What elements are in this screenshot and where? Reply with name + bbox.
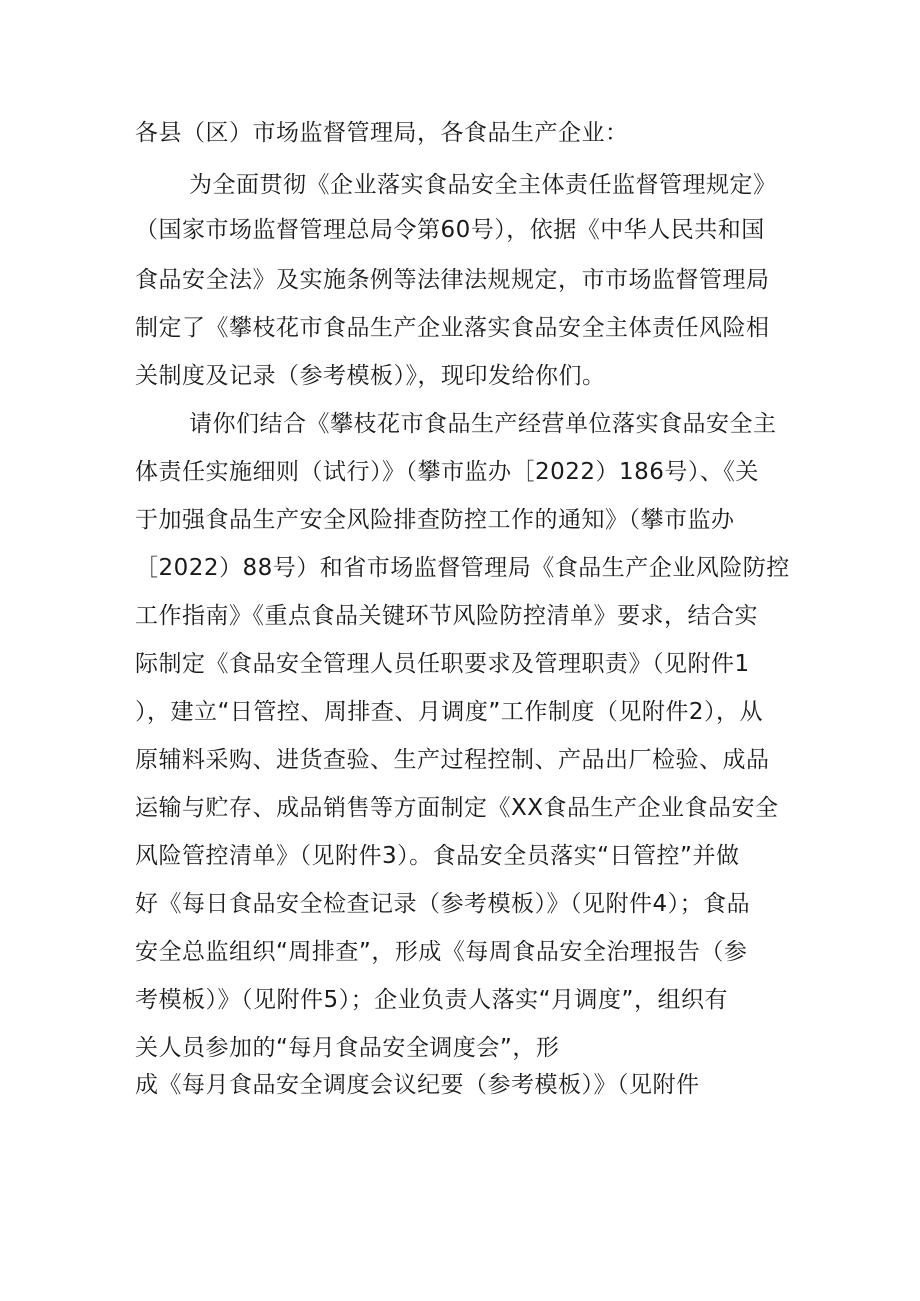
text-line-21: 成《每月食品安全调度会议纪要（参考模板）》（见附件 <box>135 1072 700 1098</box>
text-line-19: 考模板）》（见附件5）；企业负责人落实“月调度”，组织有 <box>135 987 728 1013</box>
text-line-11: 工作指南》《重点食品关键环节风险防控清单》要求，结合实 <box>135 603 758 629</box>
text-line-16: 风险管控清单》（见附件3）。食品安全员落实“日管控”并做 <box>135 843 740 869</box>
text-line-1: 各县（区）市场监督管理局，各食品生产企业： <box>135 120 629 146</box>
text-line-18: 安全总监组织“周排查”，形成《每周食品安全治理报告（参 <box>135 939 748 965</box>
text-line-12: 际制定《食品安全管理人员任职要求及管理职责》（见附件1 <box>135 651 750 677</box>
text-line-17: 好《每日食品安全检查记录（参考模板）》（见附件4）；食品 <box>135 891 751 917</box>
text-line-6: 关制度及记录（参考模板）》，现印发给你们。 <box>135 363 606 389</box>
text-line-14: 原辅料采购、进货查验、生产过程控制、产品出厂检验、成品 <box>135 747 770 773</box>
text-line-2: 为全面贯彻《企业落实食品安全主体责任监督管理规定》 <box>189 172 777 198</box>
text-line-15: 运输与贮存、成品销售等方面制定《XX食品生产企业食品安全 <box>135 795 779 821</box>
text-line-4: 食品安全法》及实施条例等法律法规规定，市市场监督管理局 <box>135 267 770 293</box>
text-line-9: 于加强食品生产安全风险排查防控工作的通知》（攀市监办 <box>135 507 735 533</box>
text-line-13: ），建立“日管控、周排查、月调度”工作制度（见附件2），从 <box>135 699 763 725</box>
text-line-7: 请你们结合《攀枝花市食品生产经营单位落实食品安全主 <box>189 411 777 437</box>
text-line-8: 体责任实施细则（试行）》（攀市监办［2022）186号）、《关 <box>135 459 759 485</box>
text-line-20: 关人员参加的“每月食品安全调度会”，形 <box>135 1035 560 1061</box>
text-line-5: 制定了《攀枝花市食品生产企业落实食品安全主体责任风险相 <box>135 315 770 341</box>
text-line-10: ［2022）88号）和省市场监督管理局《食品生产企业风险防控 <box>135 555 790 581</box>
text-line-3: （国家市场监督管理总局令第60号），依据《中华人民共和国 <box>135 217 765 243</box>
